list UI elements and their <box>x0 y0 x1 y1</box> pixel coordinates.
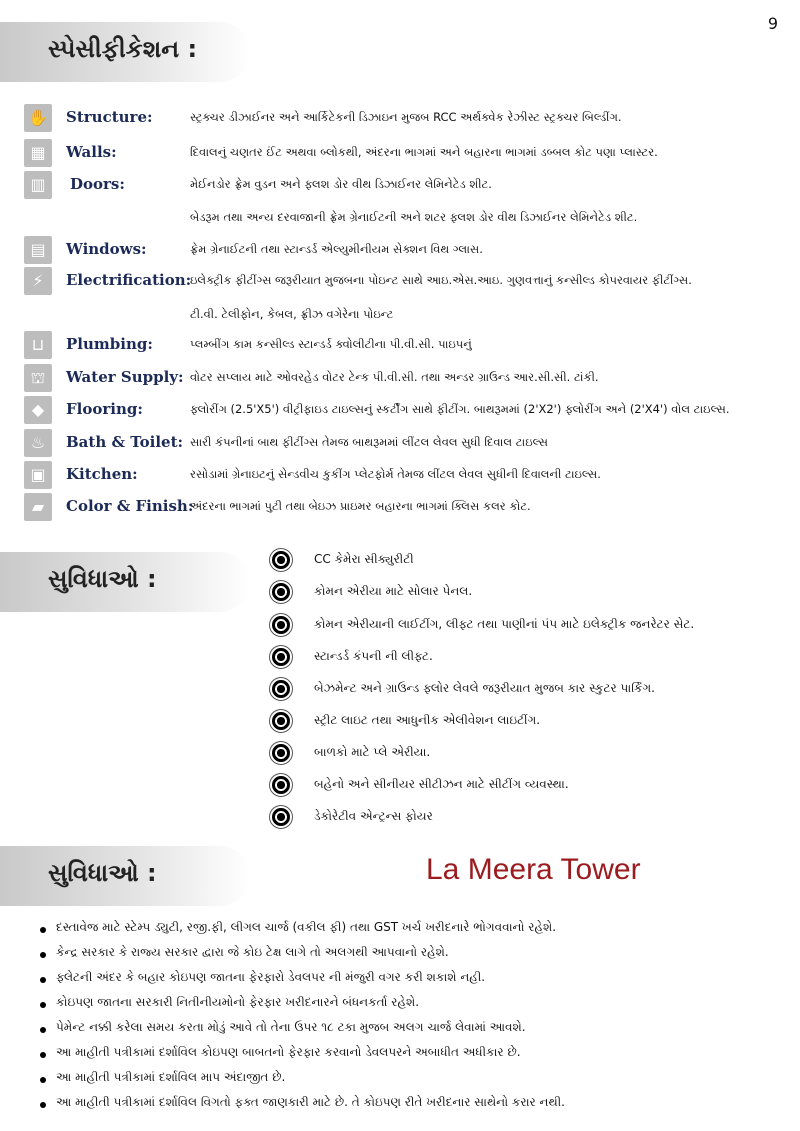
bullet-icon <box>272 616 290 634</box>
amenity-item <box>272 678 792 702</box>
spec-text: ઇલેક્ટ્રીક ફીટીંગ્સ જરૂરીયાત મુજબના પોઇન્ટ સાથે આઇ.એસ.આઇ. ગુણવત્તાનું કન્સીલ્ડ કોપરવાયર ફીટીંગ્સ. <box>190 273 692 287</box>
spec-label: Bath & Toilet: <box>66 433 184 451</box>
water-tank-icon: ⛫ <box>24 364 52 392</box>
structure-icon: ✋ <box>24 104 52 132</box>
amenity-item <box>272 774 792 798</box>
term-text: કેન્દ્ર સરકાર કે રાજ્ય સરકાર દ્વારા જે કોઇ ટેક્ષ લાગે તો અલગથી આપવાનો રહેશે. <box>56 945 449 959</box>
term-text: આ માહીતી પત્રીકામાં દર્શાવિલ વિગતો ફક્ત જાણકારી માટે છે. તે કોઇપણ રીતે ખરીદનાર સાથેનો કરાર નથી. <box>56 1095 565 1109</box>
spec-text: ફ્રેમ ગ્રેનાઈટની તથા સ્ટાન્ડર્ડ એલ્યુમીનીયમ સેક્શન વિથ ગ્લાસ. <box>190 242 483 256</box>
amenity-text: બહેનો અને સીનીયર સીટીઝન માટે સીટીંગ વ્યવસ્થા. <box>314 777 569 791</box>
term-item <box>40 969 790 991</box>
term-text: દસ્તાવેજ માટે સ્ટેમ્પ ડ્યુટી, રજી.ફી, લીગલ ચાર્જ (વકીલ ફી) તથા GST ખર્ચ ખરીદનારે ભોગવવાનો રહેશે. <box>56 920 557 934</box>
amenity-text: CC કેમેરા સીક્યુરીટી <box>314 552 414 566</box>
spec-row-color-finish <box>0 493 800 523</box>
specification-header <box>0 22 250 82</box>
spec-row-structure <box>0 104 800 134</box>
brand-name: La Meera Tower <box>426 853 641 886</box>
window-icon: ▤ <box>24 236 52 264</box>
spec-label: Electrification: <box>66 271 192 289</box>
term-item <box>40 1094 790 1116</box>
term-text: આ માહીતી પત્રીકામાં દર્શાવિલ કોઇપણ બાબતનો ફેરફાર કરવાનો ડેવલપરને અબાધીત અધીકાર છે. <box>56 1045 521 1059</box>
kitchen-icon: ▣ <box>24 461 52 489</box>
bullet-icon <box>272 744 290 762</box>
spec-text: સ્ટ્રક્ચર ડીઝાઈનર અને આર્કિટેકની ડિઝાઇન મુજબ RCC અર્થક્વેક રેઝીસ્ટ સ્ટ્રક્ચર બિલ્ડીંગ. <box>190 110 622 124</box>
spec-row-flooring <box>0 396 800 426</box>
amenity-item <box>272 614 792 638</box>
amenity-text: સ્ટ્રીટ લાઇટ તથા આધુનીક એલીવેશન લાઇટીંગ. <box>314 713 541 727</box>
amenity-text: કોમન એરીયાની લાઈટીંગ, લીફ્ટ તથા પાણીનાં પંપ માટે ઇલેક્ટ્રીક જનરેટર સેટ. <box>314 617 695 631</box>
paint-roller-icon: ▰ <box>24 493 52 521</box>
page-number: 9 <box>767 14 778 33</box>
term-item <box>40 919 790 941</box>
bathtub-icon: ♨ <box>24 429 52 457</box>
term-item <box>40 944 790 966</box>
term-text: આ માહીતી પત્રીકામાં દર્શાવિલ માપ અંદાજીત છે. <box>56 1070 286 1084</box>
spec-label: Water Supply: <box>66 368 184 386</box>
amenity-text: ડેકોરેટીવ એન્ટ્રન્સ ફોયર <box>314 809 433 823</box>
spec-text: રસોડામાં ગ્રેનાઇટનું સેન્ડવીચ કુકીંગ પ્લેટફોર્મ તેમજ લીંટલ લેવલ સુધીની દિવાલની ટાઇલ્સ. <box>190 467 601 481</box>
flooring-icon: ◆ <box>24 396 52 424</box>
amenity-item <box>272 742 792 766</box>
amenity-item <box>272 806 792 830</box>
spec-row-doors <box>0 171 800 201</box>
terms-title: સુવિધાઓ : <box>48 859 157 887</box>
bullet-icon <box>272 583 290 601</box>
spec-text: સારી કંપનીનાં બાથ ફીટીંગ્સ તેમજ બાથરૂમમાં લીંટલ લેવલ સુધી દિવાલ ટાઇલ્સ <box>190 435 548 449</box>
bullet-icon <box>40 1027 46 1033</box>
bullet-icon <box>40 1052 46 1058</box>
terms-header <box>0 846 250 906</box>
spec-text-doors-extra: બેડરૂમ તથા અન્ય દરવાજાની ફ્રેમ ગ્રેનાઈટની અને શટર ફ્લશ ડોર વીથ ડિઝાઈનર લેમિનેટેડ શીટ. <box>190 210 638 224</box>
term-text: પેમેન્ટ નક્કી કરેલા સમય કરતા મોડું આવે તો તેના ઉપર ૧૮ ટકા મુજબ અલગ ચાર્જ લેવામાં આવશે. <box>56 1020 526 1034</box>
bullet-icon <box>40 1102 46 1108</box>
door-icon: ▥ <box>24 171 52 199</box>
spec-label: Plumbing: <box>66 335 153 353</box>
bullet-icon <box>272 551 290 569</box>
bullet-icon <box>40 1077 46 1083</box>
bullet-icon <box>272 776 290 794</box>
term-item <box>40 1069 790 1091</box>
spec-text: દિવાલનું ચણતર ઈંટ અથવા બ્લોકથી, અંદરના ભાગમાં અને બહારના ભાગમાં ડબ્બલ કોટ પણા પ્લાસ્ટર. <box>190 145 658 159</box>
bullet-icon <box>40 927 46 933</box>
bullet-icon <box>40 977 46 983</box>
amenity-text: બેઝમેન્ટ અને ગ્રાઉન્ડ ફ્લોર લેવલે જરૂરીયાત મુજબ કાર સ્કુટર પાર્કિંગ. <box>314 681 655 695</box>
spec-row-electrification <box>0 267 800 297</box>
bullet-icon <box>40 1002 46 1008</box>
spec-row-windows <box>0 236 800 266</box>
electric-icon: ⚡ <box>24 267 52 295</box>
spec-row-bath-toilet <box>0 429 800 459</box>
wall-icon: ▦ <box>24 139 52 167</box>
spec-text: અંદરના ભાગમાં પુટી તથા બેઇઝ પ્રાઇમર બહારના ભાગમાં ક્લિસ કલર કોટ. <box>190 499 531 513</box>
bullet-icon <box>272 680 290 698</box>
spec-row-plumbing <box>0 331 800 361</box>
spec-row-water-supply <box>0 364 800 394</box>
spec-text: ફ્લોરીંગ (2.5'X5') વીટ્રીફાઇડ ટાઇલ્સનું સ્કર્ટીંગ સાથે ફીટીંગ. બાથરૂમમાં (2'X2') ફ્લોરીંગ અને (2'X4') વોલ ટાઇલ્સ. <box>190 402 730 416</box>
amenities-header <box>0 552 250 612</box>
spec-label: Walls: <box>66 143 117 161</box>
bullet-icon <box>272 648 290 666</box>
amenity-item <box>272 549 792 573</box>
amenity-item <box>272 646 792 670</box>
spec-text-electrification-extra: ટી.વી. ટેલીફોન, કેબલ, ફ્રીઝ વગેરેના પોઇન્ટ <box>190 307 394 321</box>
term-item <box>40 1019 790 1041</box>
spec-text: મેઈનડોર ફ્રેમ વુડન અને ફ્લશ ડોર વીથ ડિઝાઈનર લેમિનેટેડ શીટ. <box>190 177 492 191</box>
plumbing-icon: ⊔ <box>24 331 52 359</box>
term-text: કોઇપણ જાતના સરકારી નિતીનીયમોનો ફેરફાર ખરીદનારને બંધનકર્તા રહેશે. <box>56 995 420 1009</box>
spec-label: Flooring: <box>66 400 143 418</box>
spec-text: વોટર સપ્લાય માટે ઓવરહેડ વોટર ટેન્ક પી.વી.સી. તથા અન્ડર ગ્રાઉન્ડ આર.સી.સી. ટાંકી. <box>190 370 599 384</box>
spec-text: પ્લમ્બીંગ કામ કન્સીલ્ડ સ્ટાન્ડર્ડ ક્વોલીટીના પી.વી.સી. પાઇપનું <box>190 337 472 351</box>
amenity-text: કોમન એરીયા માટે સોલાર પેનલ. <box>314 584 473 598</box>
term-item <box>40 1044 790 1066</box>
spec-label: Kitchen: <box>66 465 138 483</box>
term-text: ફ્લેટની અંદર કે બહાર કોઇપણ જાતના ફેરફારો ડેવલપર ની મંજુરી વગર કરી શકાશે નહી. <box>56 970 486 984</box>
spec-label: Structure: <box>66 108 153 126</box>
spec-row-walls <box>0 139 800 169</box>
amenity-text: સ્ટાન્ડર્ડ કંપની ની લીફ્ટ. <box>314 649 433 663</box>
amenity-item <box>272 581 792 605</box>
specification-title: સ્પેસીફીકેશન : <box>48 35 198 63</box>
spec-label: Windows: <box>66 240 147 258</box>
amenities-title: સુવિધાઓ : <box>48 565 157 593</box>
spec-label: Doors: <box>70 175 125 193</box>
term-item <box>40 994 790 1016</box>
bullet-icon <box>40 952 46 958</box>
amenity-text: બાળકો માટે પ્લે એરીયા. <box>314 745 431 759</box>
amenity-item <box>272 710 792 734</box>
bullet-icon <box>272 712 290 730</box>
bullet-icon <box>272 808 290 826</box>
spec-row-kitchen <box>0 461 800 491</box>
spec-label: Color & Finish: <box>66 497 194 515</box>
